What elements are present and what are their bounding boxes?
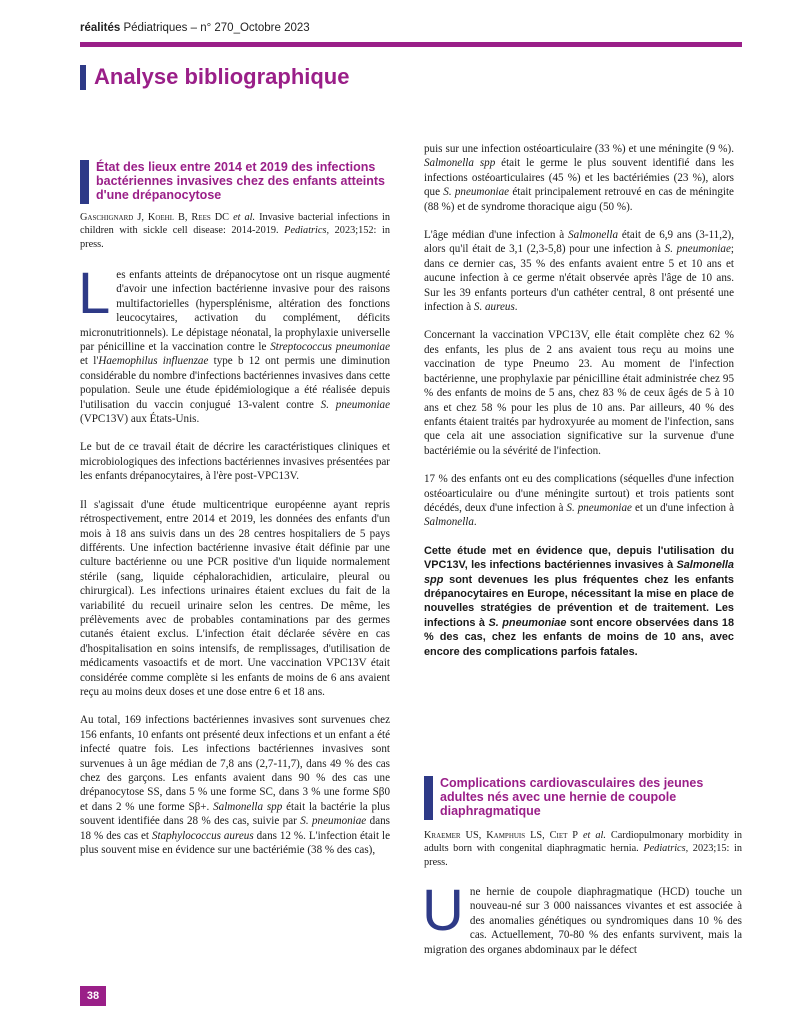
ref-tail: 2023;15: in press. (424, 843, 742, 868)
species-name: S. pneumoniae (443, 186, 510, 199)
header-rule (80, 42, 742, 47)
text: es enfants atteints de drépanocytose ont un risque augmenté d'avoir une infection bactérienne invasive pour des raisons multifactorielles (hypersplénisme, altération des fonctions leucocytaires, activation du complément, déficits micronutritionnels). Le dépistage néonatal, la prophylaxie universelle par pénicilline et la vaccination contre le (80, 269, 390, 354)
left-column (78, 261, 390, 871)
text: 17 % des enfants ont eu des complications (séquelles d'une infection ostéoarticulaire ou d'une méningite surtout) et trois patients sont décédés, deux d'une infection à (424, 473, 734, 514)
text: et un d'une infection à (631, 501, 734, 514)
section-title (80, 64, 349, 90)
text: L'âge médian d'une infection à (424, 229, 569, 242)
article-1-reference (80, 211, 390, 251)
ref-title: Cardiopulmonary morbidity in adults born with congenital diaphragmatic hernia. (424, 830, 742, 855)
conclusion-paragraph (424, 544, 734, 659)
drop-cap: U (422, 878, 464, 943)
text: sont encore observées dans 18 % des cas, chez les enfants de moins de 10 ans, avec encore des complications parfois fatales. (424, 616, 735, 658)
text: type b 12 ont permis une diminution considérable du nombre d'infections bactériennes invasives dans cette population. Seule une étude épidémiologique a été réalisée depuis l'utilisation du vaccin conjugué 13-valent contre (80, 355, 390, 411)
text: (VPC13V) aux États-Unis. (80, 413, 200, 426)
ref-etal: et al. (233, 212, 256, 223)
paragraph (424, 228, 734, 314)
species-name: S. aureus (473, 301, 515, 314)
ref-journal: Pediatrics, (284, 225, 330, 237)
right-column (424, 142, 734, 673)
text: dans 18 % des cas et (80, 815, 390, 842)
species-name: S. pneumoniae (488, 616, 567, 629)
text: Au total, 169 infections bactériennes invasives sont survenues chez 156 enfants, 10 enfants ont présenté deux infections et un enfant a été infecté quatre fois. Les infections bactériennes invasives sont survenues à un âge médian de 7,8 ans (2,7-11,7), dans 49 % des cas chez des garçons. Les enfants avaient dans 90 % des cas une drépanocytose SS, dans 5 % une forme SC, dans 3 % une forme Sβ0 et dans 2 % une forme Sβ+. (80, 714, 390, 813)
text: puis sur une infection ostéoarticulaire (33 %) et une méningite (9 %). (424, 143, 734, 155)
species-name: Salmonella (424, 516, 474, 529)
journal-brand: réalités (80, 22, 121, 34)
species-name: S. pneumoniae (320, 398, 390, 411)
article-2-title: Complications cardiovasculaires des jeunes adultes nés avec une hernie de coupole diaphragmatique (440, 776, 704, 818)
article-2-heading (424, 776, 742, 820)
text: était principalement retrouvé en cas de méningite (88 %) et de syndrome thoracique aigu (50 %). (424, 186, 734, 213)
article-1-heading-bar (80, 160, 89, 204)
paragraph: Il s'agissait d'une étude multicentrique européenne ayant repris rétrospectivement, entre 2014 et 2019, les données des enfants d'un mois à 18 ans suivis dans un des 28 centres hospitaliers de 5 pays différents. Une infection bactérienne invasive était définie par une culture bactérienne ou une PCR positive d'un liquide normalement stérile (sang, liquide céphalorachidien, articulaire, pleural ou chirurgical). Les infections urinaires étaient exclues du fait de la variabilité du recueil urinaire selon les centres. De même, les prélèvements avec de probables contaminations par des germes cutanés étaient exclus. L'infection était déclarée sévère en cas d'hospitalisation en soins intensifs, de remplissages, d'utilisation de médicaments vasoactifs et de mort. Une vaccination VPC13V était considérée comme complète si les enfants de moins de 6 ans avaient reçu au moins deux doses et une dose entre 6 et 18 ans. (80, 498, 390, 698)
species-name: Haemophilus influenzae (98, 355, 209, 368)
paragraph: Le but de ce travail était de décrire les caractéristiques cliniques et microbiologiques des infections bactériennes invasives présentées par les enfants drépanocytaires, à l'ère post-VPC13V. (80, 441, 390, 483)
species-name: Salmonella spp (424, 157, 496, 170)
section-title-text: Analyse bibliographique (94, 64, 350, 89)
species-name: S. pneumoniae (664, 243, 731, 256)
text: était la bactérie la plus souvent identifiée dans 28 % des cas, suivie par (80, 800, 390, 828)
article-2-heading-bar (424, 776, 433, 820)
species-name: Salmonella spp (424, 559, 734, 586)
paragraph (78, 261, 390, 426)
ref-authors: Kraemer US, Kamphuis LS, Ciet P (424, 830, 579, 841)
species-name: Staphylococcus aureus (151, 829, 254, 842)
drop-cap: L (78, 261, 111, 326)
paragraph (422, 878, 742, 957)
species-name: S. pneumoniae (300, 815, 367, 828)
article-2-body (422, 878, 742, 971)
ref-tail: 2023;152: in press. (80, 225, 391, 250)
text: sont devenues les plus fréquentes chez les enfants drépanocytaires en Europe, nécessitant la mise en place de nouvelles stratégies de prévention et de traitement. Les infections à (424, 573, 734, 629)
paragraph (424, 142, 734, 214)
ref-authors: Gaschignard J, Koehl B, Rees DC (80, 212, 230, 223)
text: ; dans ce dernier cas, 35 % des enfants avaient entre 5 et 10 ans et aucune infection à ce germe n'était observée après l'âge de 10 ans. Sur les 39 enfants porteurs d'un cathéter central, 8 ont présenté une infection à (424, 243, 734, 314)
journal-issue: Pédiatriques – n° 270_Octobre 2023 (120, 22, 310, 34)
species-name: Salmonella (568, 229, 619, 242)
paragraph (80, 713, 390, 857)
text: était de 6,9 ans (3-11,2), alors qu'il était de 3,1 (2,3-5,8) pour une infection à (424, 229, 734, 256)
paragraph (424, 472, 734, 530)
text: et l' (80, 355, 99, 368)
running-header (80, 22, 310, 34)
text: . (514, 301, 518, 314)
paragraph: Concernant la vaccination VPC13V, elle était complète chez 62 % des enfants, les plus de 2 ans avaient tous reçu au moins une vaccination de type Pneumo 23. Au moment de l'infection bactérienne, une prophylaxie par pénicilline était administrée chez 95 % des enfants de moins de 5 ans, chez 83 % de ceux âgés de 5 à 10 ans et chez 58 % pour les plus de 10 ans. Par ailleurs, 40 % des enfants étaient traités par hydroxyurée au moment de l'infection, sans que cela ait une association significative sur la survenue d'une bactériémie ou la sévérité de l'infection. (424, 329, 734, 457)
species-name: S. pneumoniae (566, 501, 632, 514)
text: . (473, 516, 477, 529)
page-number: 38 (80, 986, 106, 1006)
text: était le germe le plus souvent identifié dans les infections ostéoarticulaires (45 %) et les bactériémies (23 %), alors que (424, 157, 734, 199)
text: dans 12 %. L'infection était le plus souvent mise en évidence sur une bactériémie (38 % des cas), (80, 829, 390, 857)
species-name: Streptococcus pneumoniae (270, 341, 390, 354)
section-title-bar (80, 65, 86, 90)
text: Cette étude met en évidence que, depuis l'utilisation du VPC13V, les infections bactériennes invasives à (424, 544, 734, 572)
ref-journal: Pediatrics, (643, 843, 689, 855)
ref-etal: et al. (582, 830, 606, 841)
article-2-reference (424, 829, 742, 869)
article-1-heading (80, 160, 390, 204)
ref-title: Invasive bacterial infections in children with sickle cell disease: 2014-2019. (80, 212, 390, 237)
article-1-title: État des lieux entre 2014 et 2019 des infections bactériennes invasives chez des enfants atteints d'une drépanocytose (96, 160, 386, 202)
species-name: Salmonella spp (213, 800, 283, 813)
text: ne hernie de coupole diaphragmatique (HCD) touche un nouveau-né sur 3 000 naissances vivantes et est associée à des anomalies génétiques ou syndromiques dans 10 % des cas. Actuellement, 70-80 % des enfants survivent, mais la migration des organes abdominaux par le défect (424, 886, 742, 956)
